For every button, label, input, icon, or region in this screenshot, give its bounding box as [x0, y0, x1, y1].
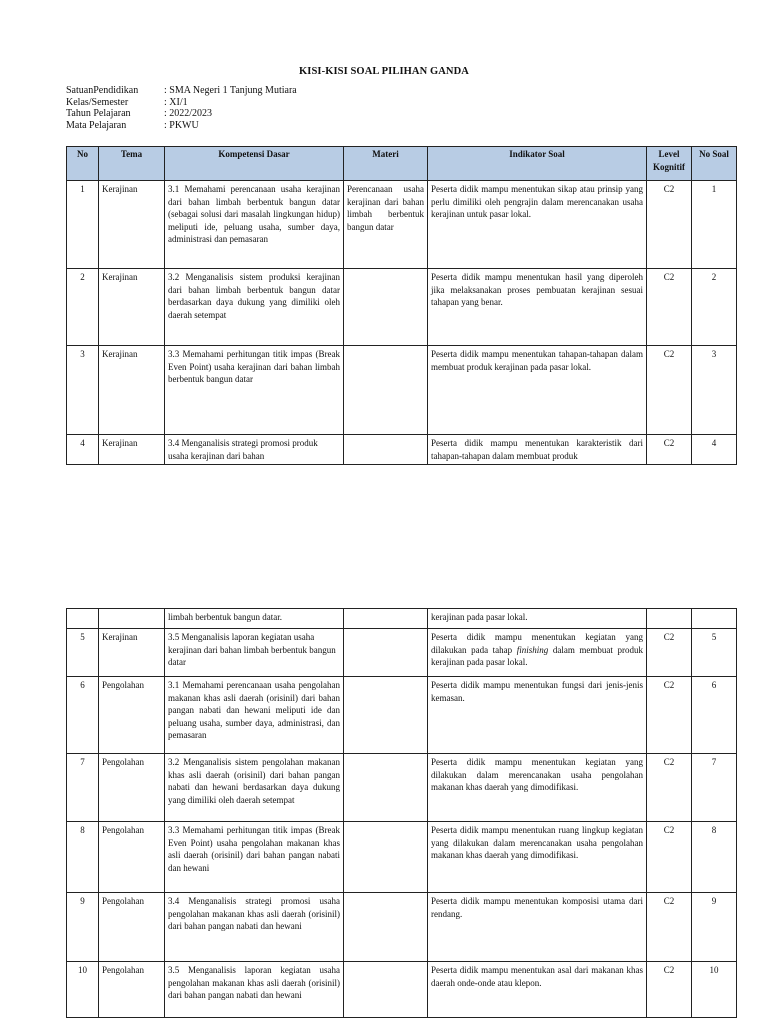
- row-level: C2: [647, 962, 692, 1018]
- row-no: 10: [67, 962, 99, 1018]
- header-no-soal: No Soal: [692, 147, 737, 181]
- info-label: Mata Pelajaran: [66, 119, 127, 131]
- table-row: [67, 609, 737, 629]
- row-no: 4: [67, 435, 99, 465]
- row-level: C2: [647, 181, 692, 269]
- row-no: 2: [67, 269, 99, 346]
- info-label: Kelas/Semester: [66, 96, 129, 108]
- row-kompetensi-dasar: 3.3 Memahami perhitungan titik impas (Break Even Point) usaha kerajinan dari bahan limbah berbentuk bangun datar: [165, 346, 344, 435]
- row-no-soal: 2: [692, 269, 737, 346]
- row-level: C2: [647, 435, 692, 465]
- info-value: : XI/1: [164, 96, 188, 108]
- row-no-soal: 9: [692, 893, 737, 962]
- info-value: : PKWU: [164, 119, 199, 131]
- indikator-text-b: dalam membuat produk kerajinan pada pasar lokal.: [431, 644, 644, 667]
- row-materi: [344, 346, 428, 435]
- table-row: [67, 629, 737, 677]
- kisi-kisi-table-page-1: [66, 146, 737, 465]
- info-value: : 2022/2023: [164, 108, 213, 119]
- row-indikator: Peserta didik mampu menentukan karakteristik dari tahapan-tahapan dalam membuat produk: [428, 435, 647, 465]
- header-level-kognitif: Level Kognitif: [647, 147, 692, 181]
- table-row: [67, 435, 737, 465]
- row-kompetensi-dasar: 3.4 Menganalisis strategi promosi usaha pengolahan makanan khas asli daerah (orisinil) dari bahan pangan nabati dan hewani: [165, 893, 344, 962]
- row-materi: [344, 609, 428, 629]
- row-indikator: Peserta didik mampu menentukan kegiatan yang dilakukan dalam merencanakan usaha pengolahan makanan khas daerah yang dimodifikasi.: [428, 754, 647, 822]
- header-no: No: [67, 147, 99, 181]
- row-tema: Pengolahan: [99, 893, 165, 962]
- info-label: SatuanPendidikan: [66, 85, 139, 96]
- table-row: [67, 346, 737, 435]
- row-no-soal: 5: [692, 629, 737, 677]
- header-materi: Materi: [344, 147, 428, 181]
- row-no-soal: 7: [692, 754, 737, 822]
- row-materi: [344, 822, 428, 893]
- row-no-soal: [692, 609, 737, 629]
- row-kompetensi-dasar: 3.5 Menganalisis laporan kegiatan usaha kerajinan dari bahan limbah berbentuk bangun datar: [165, 629, 344, 677]
- row-kompetensi-dasar: 3.1 Memahami perencanaan usaha kerajinan dari bahan limbah berbentuk bangun datar (sebagai solusi dari masalah lingkungan hidup) meliputi ide, peluang usaha, sumber daya, administrasi dan pemasaran: [165, 181, 344, 269]
- row-indikator: Peserta didik mampu menentukan ruang lingkup kegiatan yang dilakukan dalam merencanakan usaha pengolahan makanan khas daerah yang dimodifikasi.: [428, 822, 647, 893]
- table-header-row: [67, 147, 737, 181]
- row-materi: [344, 893, 428, 962]
- row-no-soal: 6: [692, 677, 737, 754]
- row-kompetensi-dasar: 3.2 Menganalisis sistem produksi kerajinan dari bahan limbah berbentuk bangun datar berdasarkan daya dukung yang dimiliki oleh daerah setempat: [165, 269, 344, 346]
- row-indikator: [428, 629, 647, 677]
- row-tema: Pengolahan: [99, 962, 165, 1018]
- row-materi: [344, 435, 428, 465]
- document-info: [66, 85, 297, 131]
- table-row: [67, 269, 737, 346]
- row-materi: [344, 677, 428, 754]
- table-row: [67, 962, 737, 1018]
- row-no: 5: [67, 629, 99, 677]
- table-row: [67, 181, 737, 269]
- row-no: 3: [67, 346, 99, 435]
- row-no: 6: [67, 677, 99, 754]
- row-no: 7: [67, 754, 99, 822]
- table-row: [67, 677, 737, 754]
- row-kompetensi-dasar: 3.4 Menganalisis strategi promosi produk usaha kerajinan dari bahan: [165, 435, 344, 465]
- row-level: [647, 609, 692, 629]
- row-no-soal: 3: [692, 346, 737, 435]
- row-tema: Kerajinan: [99, 269, 165, 346]
- info-row-class: [66, 97, 297, 109]
- row-kompetensi-dasar: 3.1 Memahami perencanaan usaha pengolahan makanan khas asli daerah (orisinil) dari bahan pangan nabati dan hewani meliputi ide dan peluang usaha, sumber daya, administrasi, dan pemasaran: [165, 677, 344, 754]
- row-tema: Kerajinan: [99, 629, 165, 677]
- row-indikator: Peserta didik mampu menentukan komposisi utama dari rendang.: [428, 893, 647, 962]
- row-tema: [99, 609, 165, 629]
- row-tema: Kerajinan: [99, 181, 165, 269]
- row-materi: Perencanaan usaha kerajinan dari bahan limbah berbentuk bangun datar: [344, 181, 428, 269]
- table-row: [67, 822, 737, 893]
- row-no: 9: [67, 893, 99, 962]
- row-materi: [344, 269, 428, 346]
- row-indikator: Peserta didik mampu menentukan sikap atau prinsip yang perlu dimiliki oleh pengrajin dalam merencanakan usaha kerajinan untuk pasar lokal.: [428, 181, 647, 269]
- row-no-soal: 8: [692, 822, 737, 893]
- row-level: C2: [647, 677, 692, 754]
- row-materi: [344, 629, 428, 677]
- row-no-soal: 10: [692, 962, 737, 1018]
- row-indikator: Peserta didik mampu menentukan tahapan-tahapan dalam membuat produk kerajinan pada pasar lokal.: [428, 346, 647, 435]
- row-indikator: Peserta didik mampu menentukan fungsi dari jenis-jenis kemasan.: [428, 677, 647, 754]
- info-value: : SMA Negeri 1 Tanjung Mutiara: [164, 85, 297, 96]
- row-tema: Pengolahan: [99, 822, 165, 893]
- info-label: Tahun Pelajaran: [66, 108, 131, 119]
- header-tema: Tema: [99, 147, 165, 181]
- header-indikator-soal: Indikator Soal: [428, 147, 647, 181]
- row-kompetensi-dasar: 3.5 Menganalisis laporan kegiatan usaha pengolahan makanan khas asli daerah (orisinil) dari bahan pangan nabati dan hewani: [165, 962, 344, 1018]
- info-row-school: [66, 85, 297, 97]
- row-no: [67, 609, 99, 629]
- row-kompetensi-dasar: 3.3 Memahami perhitungan titik impas (Break Even Point) usaha pengolahan makanan khas asli daerah (orisinil) dari bahan pangan nabati dan hewani: [165, 822, 344, 893]
- row-level: C2: [647, 346, 692, 435]
- row-tema: Kerajinan: [99, 346, 165, 435]
- kisi-kisi-table-page-2: [66, 608, 737, 1018]
- row-tema: Kerajinan: [99, 435, 165, 465]
- page-title: KISI-KISI SOAL PILIHAN GANDA: [299, 66, 469, 77]
- row-no: 1: [67, 181, 99, 269]
- row-tema: Pengolahan: [99, 754, 165, 822]
- row-kompetensi-dasar: 3.2 Menganalisis sistem pengolahan makanan khas asli daerah (orisinil) dari bahan pangan nabati dan hewani berdasarkan daya dukung yang dimiliki oleh daerah setempat: [165, 754, 344, 822]
- table-row: [67, 893, 737, 962]
- header-kompetensi-dasar: Kompetensi Dasar: [165, 147, 344, 181]
- row-materi: [344, 962, 428, 1018]
- row-kompetensi-dasar: limbah berbentuk bangun datar.: [165, 609, 344, 629]
- row-level: C2: [647, 754, 692, 822]
- row-no: 8: [67, 822, 99, 893]
- indikator-text-a: Peserta didik mampu menentukan kegiatan yang dilakukan pada tahap: [431, 632, 643, 655]
- info-row-year: [66, 108, 297, 120]
- row-tema: Pengolahan: [99, 677, 165, 754]
- row-level: C2: [647, 629, 692, 677]
- row-no-soal: 1: [692, 181, 737, 269]
- row-materi: [344, 754, 428, 822]
- row-indikator: Peserta didik mampu menentukan hasil yang diperoleh jika melaksanakan proses pembuatan kerajinan sesuai tahapan yang benar.: [428, 269, 647, 346]
- info-row-subject: [66, 120, 297, 132]
- row-no-soal: 4: [692, 435, 737, 465]
- row-indikator: kerajinan pada pasar lokal.: [428, 609, 647, 629]
- row-level: C2: [647, 822, 692, 893]
- table-row: [67, 754, 737, 822]
- row-level: C2: [647, 893, 692, 962]
- indikator-text-emphasis: finishing: [516, 644, 549, 655]
- row-indikator: Peserta didik mampu menentukan asal dari makanan khas daerah onde-onde atau klepon.: [428, 962, 647, 1018]
- row-level: C2: [647, 269, 692, 346]
